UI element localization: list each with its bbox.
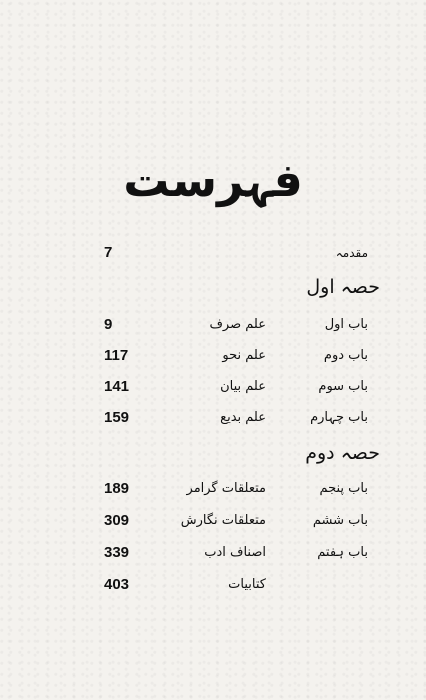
toc-row xyxy=(0,508,426,534)
toc-row xyxy=(0,374,426,400)
toc-row xyxy=(0,476,426,502)
part-2-heading: حصہ دوم xyxy=(305,442,380,464)
page-number: 159 xyxy=(104,409,130,426)
page-number: 403 xyxy=(104,576,130,593)
page-number: 309 xyxy=(104,512,130,529)
intro-label: مقدمہ xyxy=(335,246,368,260)
page-number: 339 xyxy=(104,544,130,561)
intro-row xyxy=(0,240,426,266)
subject-label: علم بیان xyxy=(220,379,266,394)
subject-label: علم نحو xyxy=(222,348,266,363)
part-1-heading-row xyxy=(0,272,426,302)
subject-label: علم صرف xyxy=(209,317,266,332)
subject-label: علم بدیع xyxy=(220,410,266,425)
subject-label: متعلقات نگارش xyxy=(180,513,266,528)
page-number: 117 xyxy=(104,347,129,364)
page-number: 9 xyxy=(104,316,113,333)
chapter-label: باب پنجم xyxy=(319,481,368,496)
page-title: فہرست xyxy=(123,153,303,207)
part-2-heading-row xyxy=(0,438,426,468)
subject-label: متعلقات گرامر xyxy=(186,481,266,496)
chapter-label: باب ششم xyxy=(312,513,368,528)
toc-row xyxy=(0,312,426,338)
toc-row xyxy=(0,343,426,369)
subject-label: اصناف ادب xyxy=(204,545,266,560)
page-number: 141 xyxy=(104,378,130,395)
chapter-label: باب اول xyxy=(324,317,368,332)
page-number: 189 xyxy=(104,480,130,497)
chapter-label: باب چہارم xyxy=(310,410,368,425)
part-1-heading: حصہ اول xyxy=(306,276,380,298)
chapter-label: باب دوم xyxy=(323,348,368,363)
toc-row xyxy=(0,540,426,566)
subject-label: کتابیات xyxy=(228,577,266,592)
chapter-label: باب سوم xyxy=(318,379,368,394)
toc-row xyxy=(0,405,426,431)
toc-row xyxy=(0,572,426,598)
intro-page-number: 7 xyxy=(104,244,113,261)
chapter-label: باب ہفتم xyxy=(317,545,368,560)
